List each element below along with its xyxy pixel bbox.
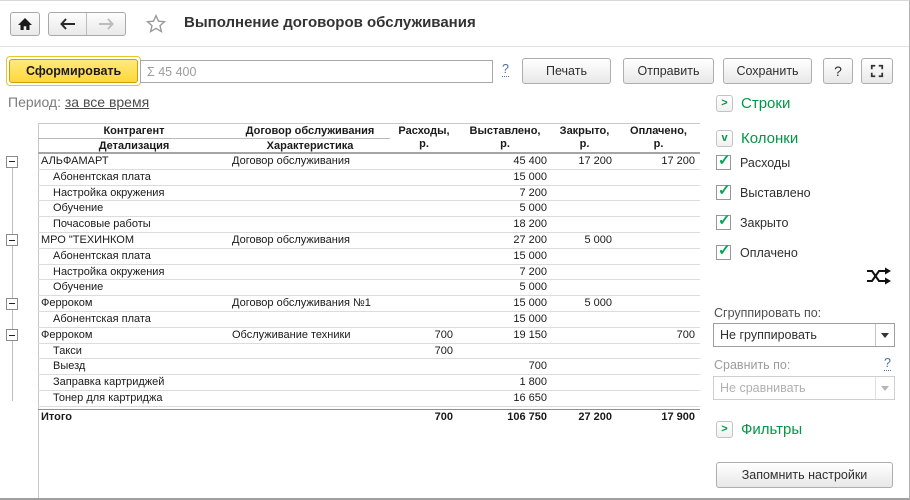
tree-connector-line (12, 168, 13, 401)
row-expenses (390, 312, 458, 328)
col-header-detail: Детализация (98, 140, 170, 152)
table-header (38, 123, 700, 154)
table-row[interactable] (0, 280, 700, 296)
checkbox-label: Расходы (740, 155, 791, 170)
row-paid (617, 249, 700, 265)
table-row[interactable] (0, 359, 700, 375)
row-name: Почасовые работы (38, 217, 230, 233)
row-name: Выезд (38, 359, 230, 375)
table-row[interactable] (0, 249, 700, 265)
row-expenses (390, 359, 458, 375)
row-name: Такси (38, 344, 230, 360)
row-closed: 17 200 (552, 154, 617, 170)
forward-button[interactable] (87, 13, 125, 35)
checkbox-label: Закрыто (740, 215, 789, 230)
compare-by-help-link[interactable]: ? (884, 356, 891, 370)
column-checkbox-2[interactable] (716, 182, 811, 200)
row-name: Обучение (38, 201, 230, 217)
table-row[interactable] (0, 186, 700, 202)
row-contract: Договор обслуживания №1 (230, 296, 390, 312)
row-gutter (0, 312, 38, 328)
period-value-link[interactable]: за все время (64, 94, 150, 110)
row-contract: Обслуживание техники (230, 328, 390, 344)
row-paid (617, 391, 700, 407)
row-closed (552, 280, 617, 296)
forward-arrow-icon (98, 18, 114, 30)
row-expenses (390, 217, 458, 233)
row-billed: 15 000 (458, 296, 552, 312)
row-paid (617, 296, 700, 312)
collapse-minus-icon[interactable] (6, 156, 18, 168)
fullscreen-icon (870, 64, 884, 78)
table-row[interactable] (0, 233, 700, 249)
row-name: Тонер для картриджа (38, 391, 230, 407)
row-contract (230, 359, 390, 375)
home-icon (17, 17, 33, 31)
row-paid (617, 280, 700, 296)
row-paid (617, 201, 700, 217)
sum-field[interactable] (140, 60, 493, 83)
row-gutter (0, 328, 38, 344)
row-gutter (0, 249, 38, 265)
row-closed: 5 000 (552, 296, 617, 312)
row-contract (230, 375, 390, 391)
chevron-right-icon: > (716, 95, 733, 112)
save-settings-button[interactable]: Запомнить настройки (716, 462, 893, 488)
row-paid (617, 186, 700, 202)
row-billed: 7 200 (458, 186, 552, 202)
checkmark-icon: ✓ (718, 242, 731, 259)
table-row[interactable] (0, 265, 700, 281)
row-contract (230, 186, 390, 202)
row-billed: 15 000 (458, 249, 552, 265)
row-gutter (0, 344, 38, 360)
help-button[interactable]: ? (823, 58, 853, 84)
row-expenses (390, 154, 458, 170)
row-paid (617, 344, 700, 360)
checkmark-icon: ✓ (718, 182, 731, 199)
row-expenses (390, 265, 458, 281)
history-nav (48, 12, 126, 36)
checkbox-label: Оплачено (740, 245, 798, 260)
dropdown-arrow-icon (875, 377, 894, 399)
compare-by-label: Сравнить по: (714, 358, 791, 372)
period-label: Период: (8, 94, 61, 110)
table-row[interactable] (0, 170, 700, 186)
row-paid (617, 375, 700, 391)
save-button[interactable]: Сохранить (723, 58, 812, 84)
row-paid: 17 200 (617, 154, 700, 170)
row-contract (230, 249, 390, 265)
checkmark-icon: ✓ (718, 212, 731, 229)
top-nav-bar (0, 1, 910, 47)
row-closed (552, 344, 617, 360)
column-checkbox-1[interactable] (716, 152, 791, 170)
row-contract (230, 344, 390, 360)
table-row[interactable] (0, 154, 700, 170)
row-paid (617, 217, 700, 233)
row-gutter (0, 170, 38, 186)
col-header-closed: Закрыто, р. (559, 125, 610, 150)
row-closed (552, 391, 617, 407)
group-by-label: Сгруппировать по: (714, 306, 822, 320)
row-gutter (0, 154, 38, 170)
collapse-minus-icon[interactable] (6, 234, 18, 246)
row-closed (552, 312, 617, 328)
row-billed: 18 200 (458, 217, 552, 233)
row-closed: 5 000 (552, 233, 617, 249)
table-row[interactable] (0, 296, 700, 312)
row-billed: 15 000 (458, 170, 552, 186)
row-name: Настройка окружения (38, 265, 230, 281)
row-closed (552, 328, 617, 344)
checkmark-icon: ✓ (718, 152, 731, 169)
row-name: АЛЬФАМАРТ (38, 154, 230, 170)
row-expenses (390, 233, 458, 249)
row-name: Настройка окружения (38, 186, 230, 202)
row-gutter (0, 201, 38, 217)
collapse-minus-icon[interactable] (6, 329, 18, 341)
group-by-select[interactable]: Не группировать (713, 323, 895, 347)
row-contract (230, 391, 390, 407)
row-contract (230, 170, 390, 186)
columns-section-label: Колонки (741, 130, 799, 147)
row-closed (552, 186, 617, 202)
col-header-contract: Договор обслуживания (245, 125, 375, 137)
print-button[interactable]: Печать (522, 58, 611, 84)
row-expenses (390, 249, 458, 265)
total-billed: 106 750 (458, 409, 552, 425)
table-header-text-columns (38, 124, 390, 152)
table-row[interactable] (0, 391, 700, 407)
checkbox-icon (716, 212, 731, 230)
row-billed: 45 400 (458, 154, 552, 170)
row-closed (552, 375, 617, 391)
row-contract: Договор обслуживания (230, 154, 390, 170)
row-gutter (0, 409, 38, 425)
col-header-expenses: Расходы, р. (398, 125, 450, 150)
table-body (0, 154, 700, 407)
row-paid (617, 312, 700, 328)
row-expenses (390, 201, 458, 217)
fullscreen-button[interactable] (861, 58, 893, 84)
row-closed (552, 201, 617, 217)
col-header-characteristic: Характеристика (266, 140, 354, 152)
collapse-minus-icon[interactable] (6, 298, 18, 310)
sum-help-link[interactable]: ? (502, 62, 509, 76)
row-name: Абонентская плата (38, 249, 230, 265)
table-total-row[interactable] (0, 409, 700, 425)
row-gutter (0, 186, 38, 202)
row-expenses (390, 296, 458, 312)
row-name: Ферроком (38, 296, 230, 312)
row-gutter (0, 375, 38, 391)
row-billed: 5 000 (458, 201, 552, 217)
row-closed (552, 249, 617, 265)
col-header-billed: Выставлено, р. (469, 125, 541, 150)
checkbox-icon (716, 182, 731, 200)
row-billed: 27 200 (458, 233, 552, 249)
home-button[interactable] (10, 12, 40, 36)
table-row[interactable] (0, 201, 700, 217)
shuffle-columns-icon[interactable] (866, 267, 892, 285)
row-contract (230, 312, 390, 328)
checkbox-icon (716, 152, 731, 170)
page-title: Выполнение договоров обслуживания (184, 14, 476, 31)
total-label: Итого (38, 409, 230, 425)
dropdown-arrow-icon (875, 324, 894, 346)
row-billed: 7 200 (458, 265, 552, 281)
col-header-counterparty: Контрагент (103, 125, 165, 137)
row-closed (552, 170, 617, 186)
row-billed (458, 344, 552, 360)
row-expenses (390, 375, 458, 391)
row-billed: 19 150 (458, 328, 552, 344)
checkbox-label: Выставлено (740, 185, 811, 200)
row-expenses (390, 391, 458, 407)
row-closed (552, 359, 617, 375)
row-name: Абонентская плата (38, 170, 230, 186)
row-expenses (390, 170, 458, 186)
row-name: МРО "ТЕХИНКОМ (38, 233, 230, 249)
filters-section-label: Фильтры (741, 421, 803, 438)
row-paid (617, 359, 700, 375)
row-paid: 700 (617, 328, 700, 344)
row-expenses (390, 280, 458, 296)
row-contract (230, 217, 390, 233)
back-arrow-icon (60, 18, 76, 30)
chevron-down-icon: v (716, 130, 733, 147)
period-row (8, 94, 149, 110)
row-expenses: 700 (390, 344, 458, 360)
row-billed: 700 (458, 359, 552, 375)
total-paid: 17 900 (617, 409, 700, 425)
row-billed: 5 000 (458, 280, 552, 296)
rows-section-label: Строки (741, 95, 791, 112)
row-billed: 16 650 (458, 391, 552, 407)
checkbox-icon (716, 242, 731, 260)
row-name: Ферроком (38, 328, 230, 344)
row-gutter (0, 359, 38, 375)
report-table (0, 123, 700, 425)
filters-section-toggle[interactable] (716, 421, 802, 438)
row-billed: 15 000 (458, 312, 552, 328)
total-expenses: 700 (390, 409, 458, 425)
total-closed: 27 200 (552, 409, 617, 425)
favorite-star-icon[interactable] (146, 14, 166, 34)
row-paid (617, 265, 700, 281)
column-checkbox-3[interactable] (716, 212, 789, 230)
row-gutter (0, 280, 38, 296)
generate-button[interactable]: Сформировать (9, 59, 138, 83)
row-paid (617, 170, 700, 186)
rows-section-toggle[interactable] (716, 95, 790, 112)
row-contract (230, 201, 390, 217)
table-row[interactable] (0, 217, 700, 233)
col-header-paid: Оплачено, р. (630, 125, 687, 150)
back-button[interactable] (49, 13, 87, 35)
columns-section-toggle[interactable] (716, 130, 798, 147)
row-contract (230, 265, 390, 281)
table-row[interactable] (0, 328, 700, 344)
row-gutter (0, 233, 38, 249)
row-name: Обучение (38, 280, 230, 296)
table-row[interactable] (0, 312, 700, 328)
row-name: Заправка картриджей (38, 375, 230, 391)
chevron-right-icon: > (716, 421, 733, 438)
row-billed: 1 800 (458, 375, 552, 391)
row-gutter (0, 391, 38, 407)
row-name: Абонентская плата (38, 312, 230, 328)
row-closed (552, 265, 617, 281)
generate-button-focus-ring (6, 56, 141, 86)
row-gutter (0, 217, 38, 233)
row-paid (617, 233, 700, 249)
column-checkbox-4[interactable] (716, 242, 798, 260)
table-row[interactable] (0, 375, 700, 391)
row-contract: Договор обслуживания (230, 233, 390, 249)
send-button[interactable]: Отправить (623, 58, 714, 84)
row-expenses (390, 186, 458, 202)
row-expenses: 700 (390, 328, 458, 344)
row-gutter (0, 265, 38, 281)
row-closed (552, 217, 617, 233)
compare-by-select: Не сравнивать (713, 376, 895, 400)
row-contract (230, 280, 390, 296)
table-row[interactable] (0, 344, 700, 360)
row-gutter (0, 296, 38, 312)
